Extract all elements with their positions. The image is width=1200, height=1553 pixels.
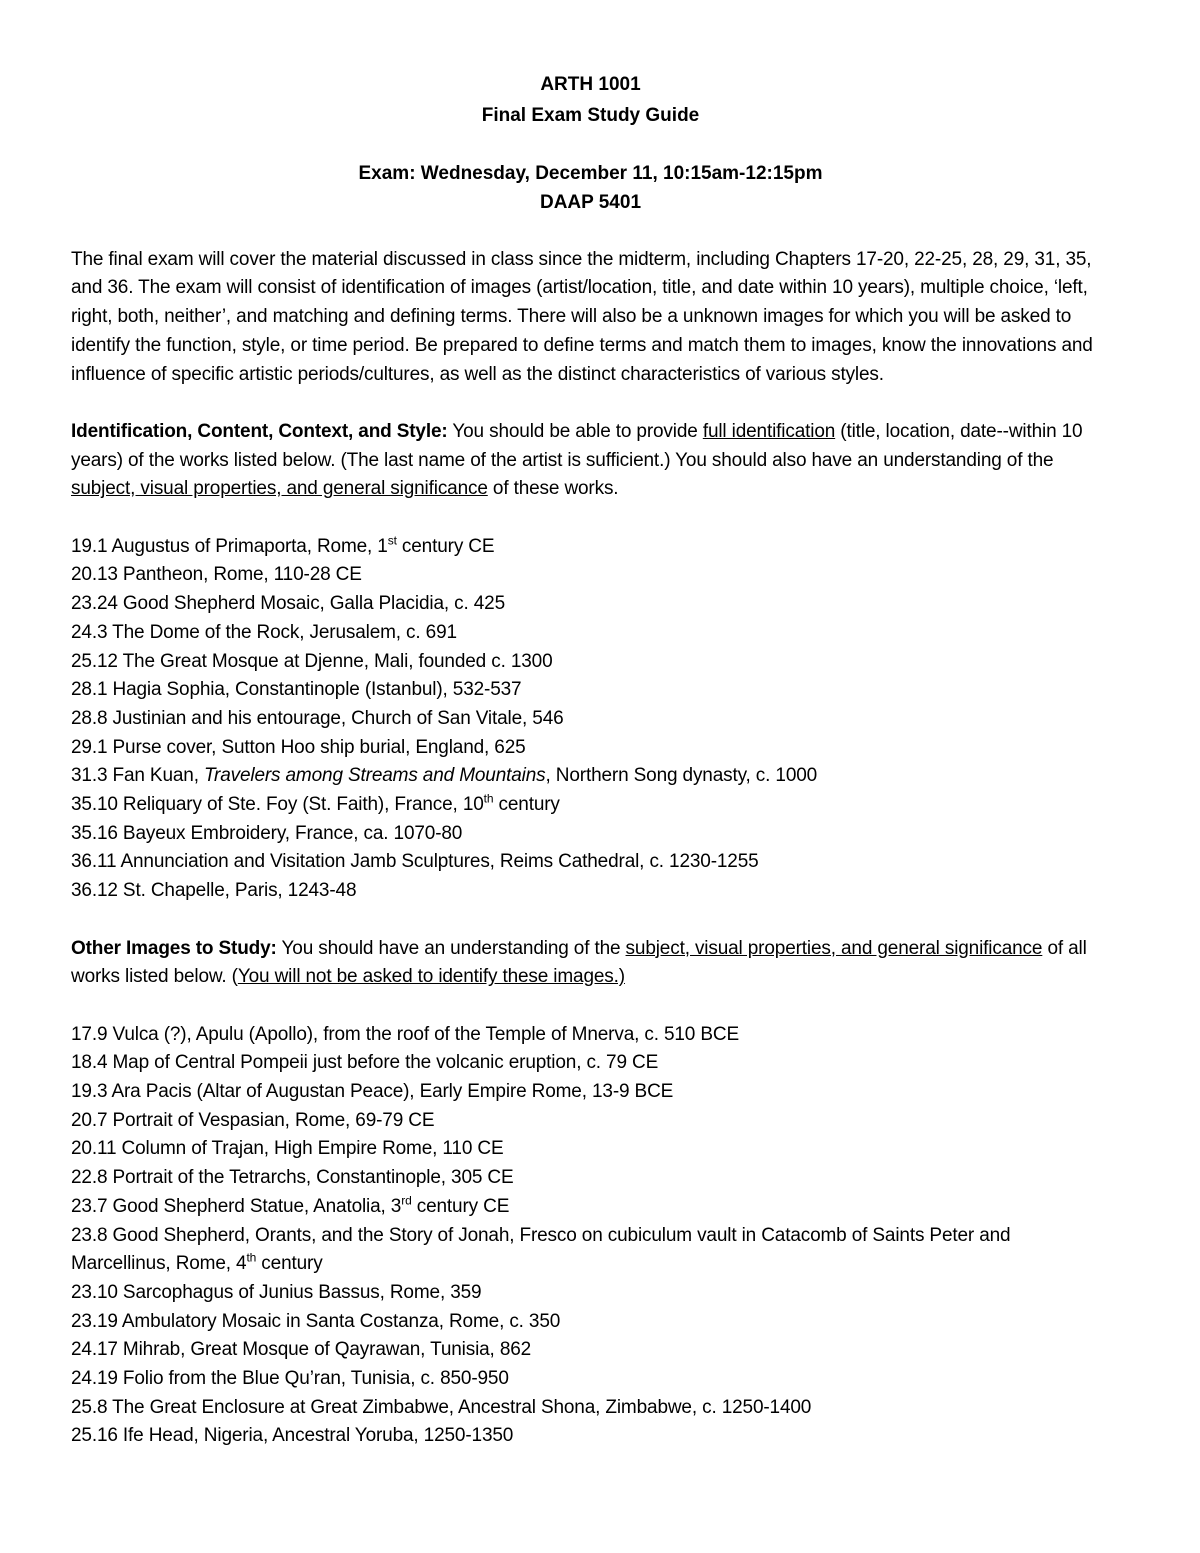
list-item bbox=[71, 676, 1110, 705]
list-item bbox=[71, 1422, 1110, 1451]
list-item bbox=[71, 705, 1110, 734]
list-item-text-end: century CE bbox=[411, 1195, 510, 1217]
list-item-text: 35.16 Bayeux Embroidery, France, ca. 1070-80 bbox=[71, 822, 463, 844]
list-item-italic-title: Travelers among Streams and Mountains bbox=[203, 765, 546, 787]
list-item bbox=[71, 1394, 1110, 1423]
list-item-text: 25.8 The Great Enclosure at Great Zimbabwe, Ancestral Shona, Zimbabwe, c. 1250-1400 bbox=[71, 1396, 812, 1418]
list-item-ordinal: th bbox=[246, 1250, 257, 1265]
list-item-ordinal: th bbox=[483, 791, 494, 806]
identification-underline-2: subject, visual properties, and general significance bbox=[71, 478, 488, 500]
list-item-text: 23.10 Sarcophagus of Junius Bassus, Rome, 359 bbox=[71, 1281, 482, 1303]
list-item-text: 24.19 Folio from the Blue Qu’ran, Tunisia, c. 850-950 bbox=[71, 1368, 509, 1390]
list-item bbox=[71, 561, 1110, 590]
list-item-ordinal: rd bbox=[401, 1193, 412, 1208]
list-item-text: 24.3 The Dome of the Rock, Jerusalem, c. 691 bbox=[71, 621, 457, 643]
list-item bbox=[71, 1222, 1110, 1279]
identification-text-3: of these works. bbox=[487, 478, 619, 500]
list-item-text-end: , Northern Song dynasty, c. 1000 bbox=[545, 765, 818, 787]
identification-paragraph bbox=[71, 418, 1110, 504]
list-item bbox=[71, 1365, 1110, 1394]
list-item bbox=[71, 1308, 1110, 1337]
list-item-text: 24.17 Mihrab, Great Mosque of Qayrawan, Tunisia, 862 bbox=[71, 1339, 532, 1361]
list-item bbox=[71, 533, 1110, 562]
list-item bbox=[71, 877, 1110, 906]
list-item-text: 28.1 Hagia Sophia, Constantinople (Istanbul), 532-537 bbox=[71, 679, 522, 701]
list-item-text-end: century CE bbox=[396, 535, 495, 557]
list-item bbox=[71, 734, 1110, 763]
list-item-text: 28.8 Justinian and his entourage, Church of San Vitale, 546 bbox=[71, 707, 564, 729]
exam-time: Exam: Wednesday, December 11, 10:15am-12:15pm bbox=[358, 163, 823, 184]
other-images-list bbox=[71, 1021, 1110, 1452]
other-images-paragraph bbox=[71, 935, 1110, 992]
list-item-text: 20.11 Column of Trajan, High Empire Rome, 110 CE bbox=[71, 1138, 504, 1160]
list-item bbox=[71, 1021, 1110, 1050]
other-text-1: You should have an understanding of the bbox=[276, 937, 626, 959]
list-item-text-end: century bbox=[493, 794, 560, 816]
list-item-text-end: century bbox=[256, 1253, 323, 1275]
list-item-text: 23.24 Good Shepherd Mosaic, Galla Placidia, c. 425 bbox=[71, 593, 505, 615]
list-item-text: 23.7 Good Shepherd Statue, Anatolia, 3 bbox=[71, 1195, 402, 1217]
course-code: ARTH 1001 bbox=[540, 74, 641, 95]
other-images-heading: Other Images to Study: bbox=[71, 937, 277, 959]
list-item-text: 18.4 Map of Central Pompeii just before the volcanic eruption, c. 79 CE bbox=[71, 1052, 659, 1074]
list-item-text: 19.3 Ara Pacis (Altar of Augustan Peace), Early Empire Rome, 13-9 BCE bbox=[71, 1081, 674, 1103]
list-item bbox=[71, 1135, 1110, 1164]
list-item bbox=[71, 1279, 1110, 1308]
list-item-text: 36.12 St. Chapelle, Paris, 1243-48 bbox=[71, 880, 357, 902]
list-item bbox=[71, 1078, 1110, 1107]
intro-paragraph: The final exam will cover the material discussed in class since the midterm, including Chapters 17-20, 22-25, 28, 29, 31, 35, and 36. The exam will consist of identification of images (artist/location, title, and date within 10 years), multiple choice, ‘left, right, both, neither’, and matching and defining terms. There will also be a unknown images for which you will be asked to identify the function, style, or time period. Be prepared to define terms and match them to images, know the innovations and influence of specific artistic periods/cultures, as well as the distinct characteristics of various styles. bbox=[71, 248, 1093, 385]
other-underline-2: You will not be asked to identify these images.) bbox=[237, 966, 625, 988]
list-item bbox=[71, 1336, 1110, 1365]
list-item-text: 25.16 Ife Head, Nigeria, Ancestral Yoruba, 1250-1350 bbox=[71, 1425, 514, 1447]
list-item bbox=[71, 1193, 1110, 1222]
list-item-text: 35.10 Reliquary of Ste. Foy (St. Faith), France, 10 bbox=[71, 794, 484, 816]
list-item-text: 20.7 Portrait of Vespasian, Rome, 69-79 CE bbox=[71, 1109, 435, 1131]
list-item bbox=[71, 1049, 1110, 1078]
list-item bbox=[71, 791, 1110, 820]
list-item-ordinal: st bbox=[387, 533, 397, 548]
list-item-text: 23.19 Ambulatory Mosaic in Santa Costanza, Rome, c. 350 bbox=[71, 1310, 561, 1332]
identification-text-1: You should be able to provide bbox=[447, 420, 703, 442]
list-item-text: 29.1 Purse cover, Sutton Hoo ship burial, England, 625 bbox=[71, 736, 526, 758]
list-item bbox=[71, 590, 1110, 619]
document-header bbox=[71, 70, 1110, 217]
identification-list bbox=[71, 533, 1110, 906]
list-item bbox=[71, 1164, 1110, 1193]
list-item bbox=[71, 648, 1110, 677]
list-item bbox=[71, 820, 1110, 849]
list-item-text: 17.9 Vulca (?), Apulu (Apollo), from the roof of the Temple of Mnerva, c. 510 BCE bbox=[71, 1023, 739, 1045]
document-title: Final Exam Study Guide bbox=[481, 105, 700, 126]
identification-text-2: (title, location, date--within 10 years) of the works listed below. (The last name of the artist is sufficient.) You should also have an understanding of the bbox=[71, 420, 1083, 471]
list-item bbox=[71, 848, 1110, 877]
other-underline-1: subject, visual properties, and general significance bbox=[625, 937, 1043, 959]
list-item-text: 22.8 Portrait of the Tetrarchs, Constantinople, 305 CE bbox=[71, 1167, 514, 1189]
list-item-text: 19.1 Augustus of Primaporta, Rome, 1 bbox=[71, 535, 388, 557]
list-item-text: 23.8 Good Shepherd, Orants, and the Story of Jonah, Fresco on cubiculum vault in Catacomb of Saints Peter and Marcellinus, Rome, 4 bbox=[71, 1224, 1011, 1275]
list-item bbox=[71, 1107, 1110, 1136]
list-item-text: 36.11 Annunciation and Visitation Jamb Sculptures, Reims Cathedral, c. 1230-1255 bbox=[71, 851, 759, 873]
list-item-text: 31.3 Fan Kuan, bbox=[71, 765, 204, 787]
list-item-text: 20.13 Pantheon, Rome, 110-28 CE bbox=[71, 564, 362, 586]
list-item-text: 25.12 The Great Mosque at Djenne, Mali, founded c. 1300 bbox=[71, 650, 553, 672]
identification-underline-1: full identification bbox=[702, 420, 836, 442]
list-item bbox=[71, 762, 1110, 791]
identification-heading: Identification, Content, Context, and Style: bbox=[71, 420, 448, 442]
list-item bbox=[71, 619, 1110, 648]
other-text-2: of all works listed below. ( bbox=[71, 937, 1087, 988]
exam-room: DAAP 5401 bbox=[539, 192, 642, 213]
